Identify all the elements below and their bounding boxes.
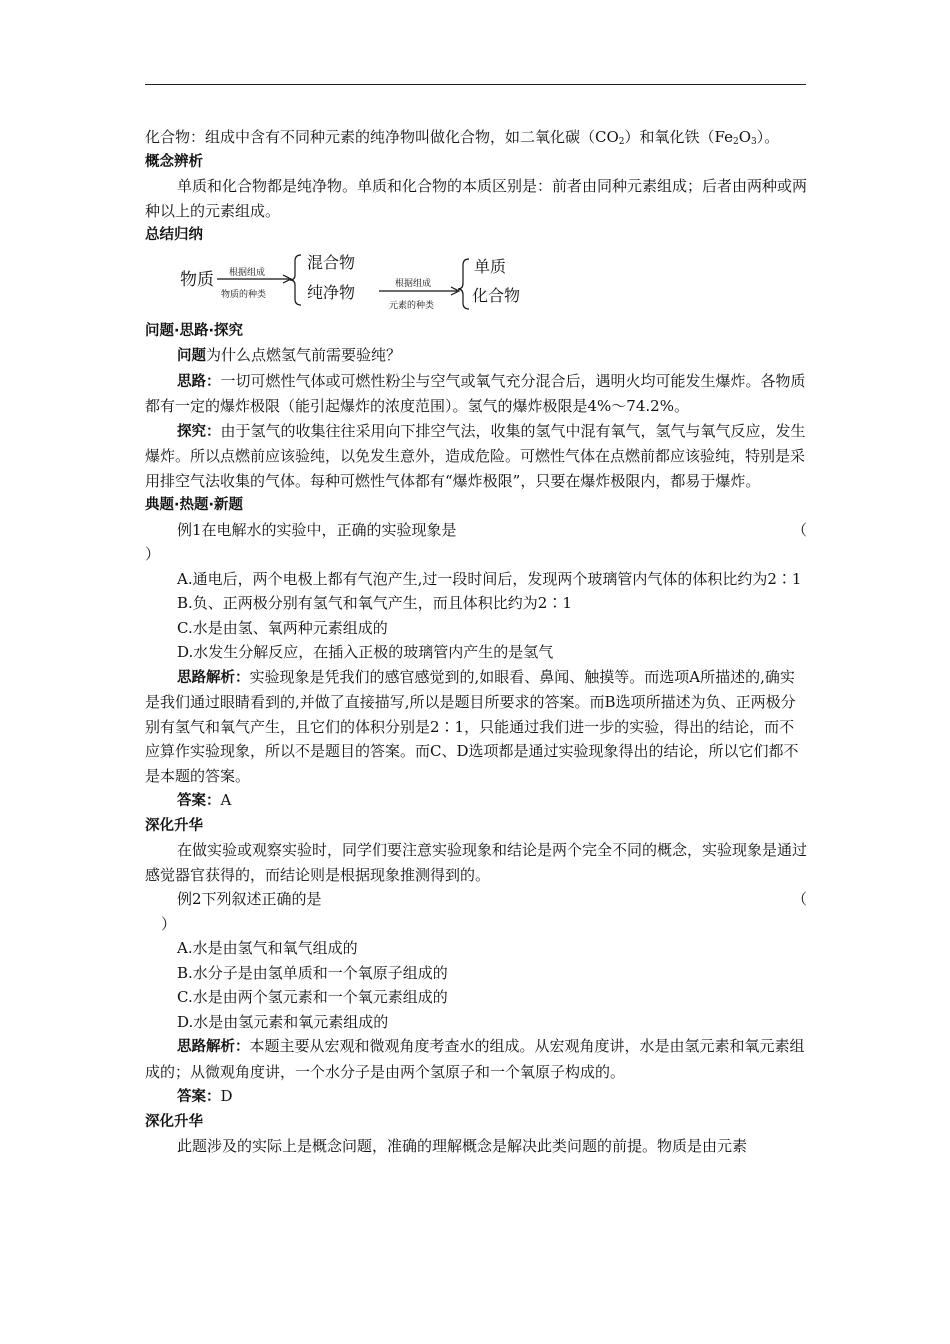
brace1 bbox=[290, 255, 301, 305]
example2-option-d: D.水是由氢元素和氧元素组成的 bbox=[177, 1012, 389, 1031]
example2-analysis: 思路解析：本题主要从宏观和微观角度考查水的组成。从宏观角度讲，水是由氢元素和氧元素组成的；从微观角度讲，一个水分子是由两个氢原子和一个氧原子构成的。 bbox=[145, 1037, 805, 1081]
section2-title: 典题·热题·新题 bbox=[145, 497, 244, 513]
example2-option-a: A.水是由氢气和氧气组成的 bbox=[177, 939, 358, 957]
example1-analysis: 思路解析：实验现象是凭我们的感官感觉到的,如眼看、鼻闻、触摸等。而选项A所描述的,确实是我们通过眼睛看到的,并做了直接描写,所以是题目所要求的答案。而B选项所描述为负、正两极分别有氢气和氧气产生，且它们的体积分别是2∶1，只能通过我们进一步的实验，得出的结论，而不应算作实验现象，所以不是题目的答案。而C、D选项都是通过实验现象得出的结论，所以它们都不是本题的答案。 bbox=[145, 667, 799, 785]
compound-definition: 化合物：组成中含有不同种元素的纯净物叫做化合物，如二氧化碳$(CO_2)$和氧化铁$(Fe_2O_3)$。 bbox=[145, 128, 780, 147]
deepen2-title: 深化升华 bbox=[145, 1113, 203, 1130]
example1-option-d: D.水发生分解反应，在插入正极的玻璃管内产生的是氢气 bbox=[177, 643, 554, 661]
example2-stem: 例2下列叙述正确的是 （ bbox=[177, 890, 807, 908]
example2-analysis-label: 思路解析： bbox=[177, 1039, 250, 1055]
compound-label: 化合物 bbox=[472, 285, 521, 305]
pure-substance-label: 纯净物 bbox=[307, 282, 356, 302]
header-rule bbox=[145, 84, 806, 85]
example1-paren-close: ） bbox=[145, 545, 161, 563]
deepen2-text: 此题涉及的实际上是概念问题，准确的理解概念是解决此类问题的前提。物质是由元素 bbox=[177, 1137, 748, 1155]
example1-answer: 答案：A bbox=[177, 791, 232, 809]
explore-label: 探究： bbox=[177, 423, 221, 440]
arrow1-bottom-label: 物质的种类 bbox=[221, 289, 267, 300]
example2-answer-label: 答案： bbox=[177, 1089, 221, 1105]
example2-answer: 答案：D bbox=[177, 1087, 233, 1105]
summary-title: 总结归纳 bbox=[145, 227, 203, 243]
deepen1-title: 深化升华 bbox=[145, 817, 203, 834]
thinking-paragraph: 思路：一切可燃性气体或可燃性粉尘与空气或氧气充分混合后，遇明火均可能发生爆炸。各物质都有一定的爆炸极限（能引起爆炸的浓度范围）。氢气的爆炸极限是4%～74.2%。 bbox=[145, 371, 806, 415]
example1-option-a: A.通电后，两个电极上都有气泡产生,过一段时间后，发现两个玻璃管内气体的体积比约为2∶1 bbox=[177, 569, 802, 588]
example2-option-c: C.水是由两个氢元素和一个氧元素组成的 bbox=[177, 988, 448, 1006]
example1-analysis-label: 思路解析： bbox=[177, 669, 250, 686]
arrow1-top-label: 根据组成 bbox=[229, 267, 266, 278]
classification-diagram bbox=[145, 249, 807, 315]
example2-option-b: B.水分子是由氢单质和一个氧原子组成的 bbox=[177, 963, 448, 982]
deepen1-text: 在做实验或观察实验时，同学们要注意实验现象和结论是两个完全不同的概念，实验现象是通过感觉器官获得的，而结论则是根据现象推测得到的。 bbox=[145, 841, 808, 884]
example1-option-b: B.负、正两极分别有氢气和氧气产生，而且体积比约为2∶1 bbox=[177, 594, 572, 612]
thinking-label: 思路： bbox=[177, 373, 221, 390]
document-body bbox=[145, 125, 807, 1159]
explore-paragraph: 探究：由于氢气的收集往往采用向下排空气法，收集的氢气中混有氧气，氢气与氧气反应，发生爆炸。所以点燃前应该验纯，以免发生意外，造成危险。可燃性气体在点燃前都应该验纯，特别是采用排空气法收集的气体。每种可燃性气体都有“爆炸极限”，只要在爆炸极限内，都易于爆炸。 bbox=[145, 421, 806, 490]
section1-title: 问题·思路·探究 bbox=[145, 322, 244, 339]
example1-answer-label: 答案： bbox=[177, 793, 221, 809]
question-label: 问题 bbox=[177, 348, 206, 364]
example2-paren-close: ） bbox=[161, 914, 177, 933]
classification-diagram-svg bbox=[175, 249, 535, 311]
example1-option-c: C.水是由氢、氧两种元素组成的 bbox=[177, 618, 388, 637]
substance-label: 物质 bbox=[180, 269, 214, 290]
arrow2-top-label: 根据组成 bbox=[395, 278, 432, 289]
mixture-label: 混合物 bbox=[307, 252, 356, 272]
arrow2-bottom-label: 元素的种类 bbox=[389, 300, 435, 311]
element-substance-label: 单质 bbox=[474, 256, 507, 276]
concept-text: 单质和化合物都是纯净物。单质和化合物的本质区别是：前者由同种元素组成；后者由两种或两种以上的元素组成。 bbox=[145, 177, 808, 220]
brace2 bbox=[458, 259, 469, 309]
question-paragraph: 问题为什么点燃氢气前需要验纯？ bbox=[177, 346, 402, 364]
example1-stem: 例1在电解水的实验中，正确的实验现象是 （ bbox=[177, 520, 807, 539]
concept-title: 概念辨析 bbox=[145, 153, 203, 170]
